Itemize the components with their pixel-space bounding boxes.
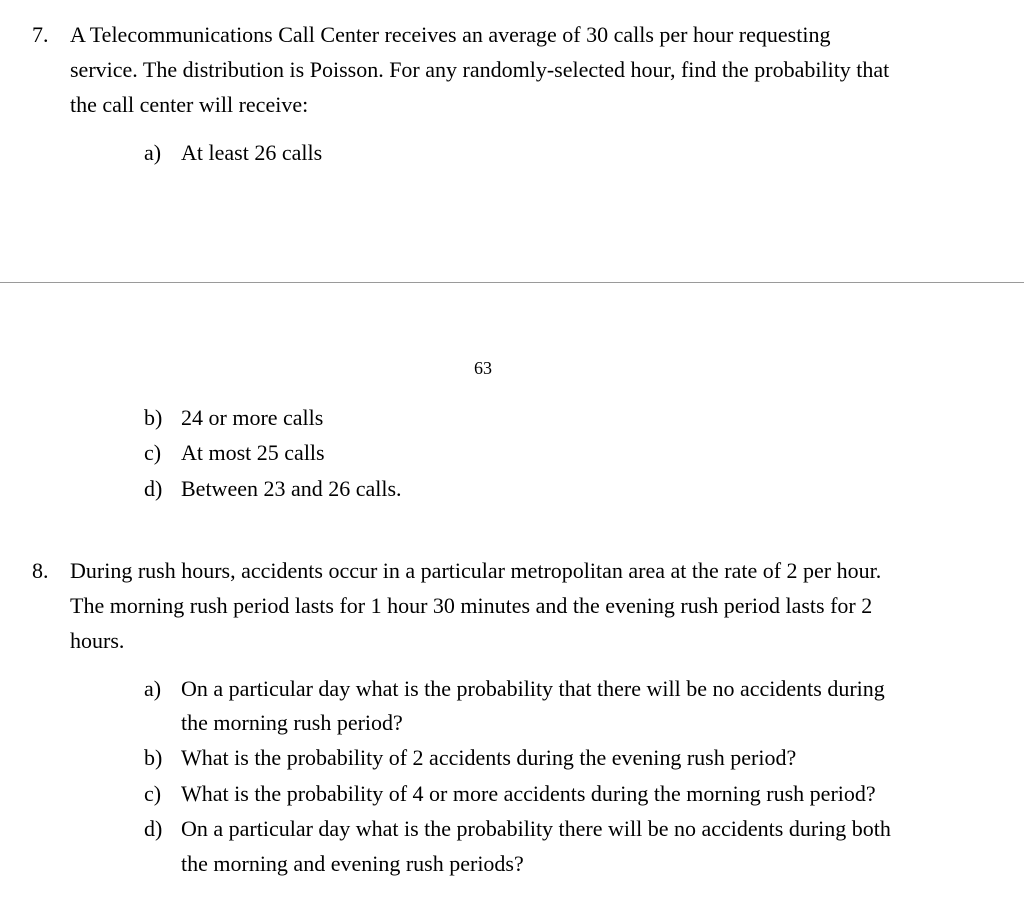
part-letter: d)	[144, 476, 163, 501]
question-number: 7.	[32, 22, 49, 47]
part-letter: a)	[144, 140, 162, 165]
part-text: 24 or more calls	[181, 405, 324, 430]
part-text: At least 26 calls	[181, 140, 323, 165]
part-text: On a particular day what is the probability there will be no accidents during both	[181, 816, 891, 841]
question-text-line: hours.	[70, 628, 125, 653]
part-letter: c)	[144, 440, 162, 465]
part-letter: b)	[144, 745, 163, 770]
part-letter: d)	[144, 816, 163, 841]
part-letter: c)	[144, 781, 162, 806]
part-text: What is the probability of 2 accidents during the evening rush period?	[181, 745, 797, 770]
part-letter: a)	[144, 676, 162, 701]
part-letter: b)	[144, 405, 163, 430]
part-text: Between 23 and 26 calls.	[181, 476, 402, 501]
question-text-line: The morning rush period lasts for 1 hour 30 minutes and the evening rush period lasts for 2	[70, 593, 873, 618]
part-text: the morning and evening rush periods?	[181, 851, 524, 876]
question-number: 8.	[32, 558, 49, 583]
question-text-line: service. The distribution is Poisson. For any randomly-selected hour, find the probability that	[70, 57, 890, 82]
question-text-line: the call center will receive:	[70, 92, 309, 117]
page-number: 63	[474, 358, 492, 378]
part-text: At most 25 calls	[181, 440, 325, 465]
question-text-line: During rush hours, accidents occur in a particular metropolitan area at the rate of 2 per hour.	[70, 558, 882, 583]
part-text: What is the probability of 4 or more accidents during the morning rush period?	[181, 781, 876, 806]
question-text-line: A Telecommunications Call Center receives an average of 30 calls per hour requesting	[70, 22, 831, 47]
page-divider	[0, 282, 1024, 283]
part-text: the morning rush period?	[181, 710, 403, 735]
part-text: On a particular day what is the probability that there will be no accidents during	[181, 676, 885, 701]
